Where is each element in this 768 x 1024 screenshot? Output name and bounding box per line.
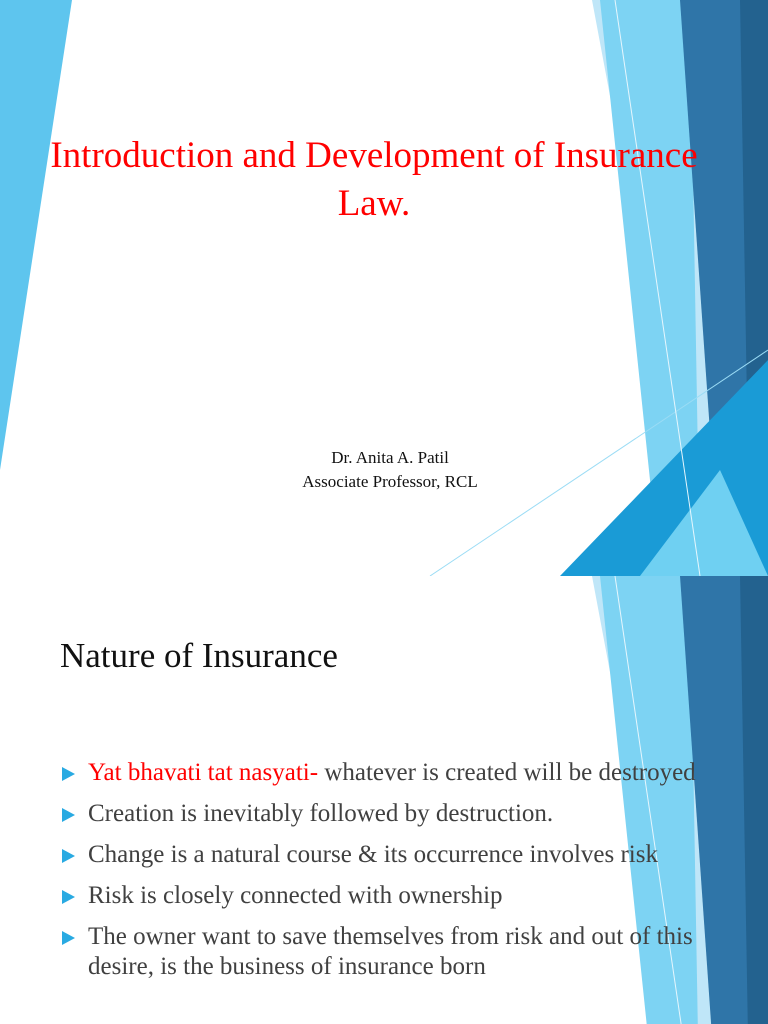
author-block — [190, 446, 590, 494]
list-item — [60, 881, 710, 911]
bullet-text: Change is a natural course & its occurrence involves risk — [88, 841, 658, 868]
author-role: Associate Professor, RCL — [302, 472, 478, 491]
list-item — [60, 799, 710, 829]
triangle-bullet-icon — [62, 849, 75, 863]
triangle-bullet-icon — [62, 808, 75, 822]
triangle-bullet-icon — [62, 890, 75, 904]
bullet-text: Risk is closely connected with ownership — [88, 882, 503, 909]
bullet-text: Creation is inevitably followed by destruction. — [88, 800, 554, 827]
bullet-highlight: Yat bhavati tat nasyati- — [88, 759, 319, 786]
bullet-list — [60, 758, 710, 993]
left-triangle-shape — [0, 0, 72, 470]
slide-2 — [0, 576, 768, 1024]
slide-1-title: Introduction and Development of Insurance Law. — [50, 135, 698, 224]
list-item — [60, 758, 710, 788]
list-item — [60, 840, 710, 870]
slide-2-title: Nature of Insurance — [60, 636, 338, 675]
bullet-text: The owner want to save themselves from risk and out of this desire, is the business of insurance born — [88, 923, 693, 980]
list-item — [60, 922, 710, 982]
triangle-bullet-icon — [62, 931, 75, 945]
author-name: Dr. Anita A. Patil — [331, 448, 449, 467]
bullet-text: whatever is created will be destroyed — [318, 759, 696, 786]
triangle-bullet-icon — [62, 767, 75, 781]
